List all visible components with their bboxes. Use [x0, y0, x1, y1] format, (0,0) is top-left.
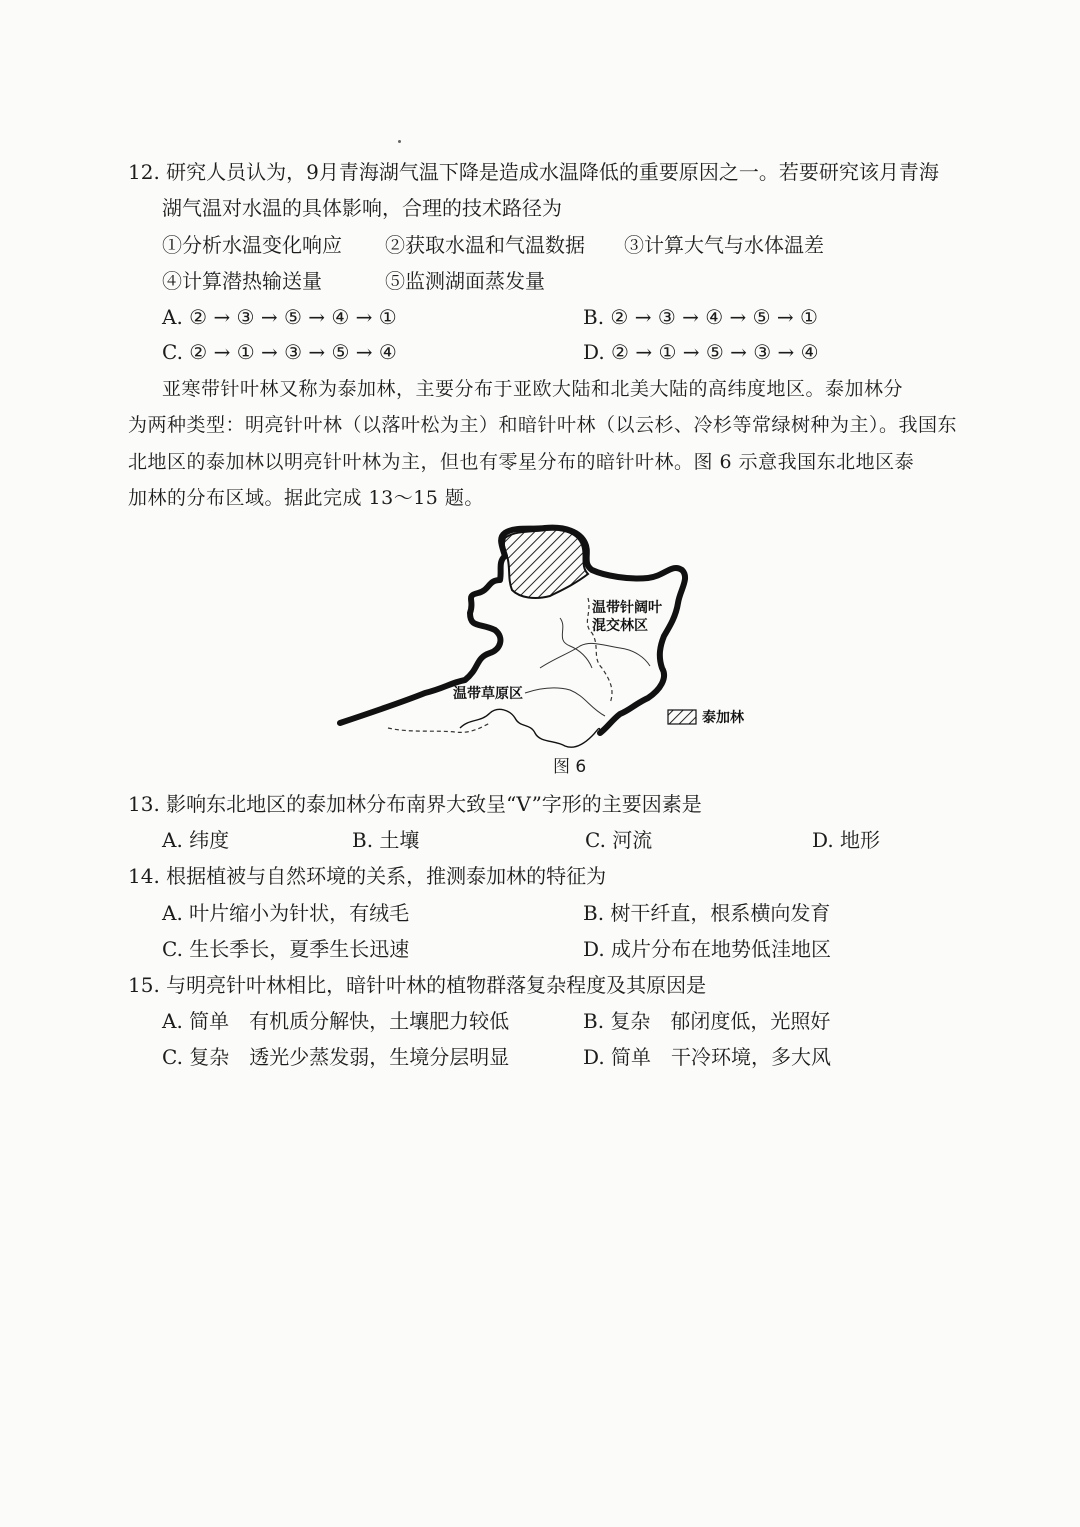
q15-option-d: D. 简单 干冷环境，多大风	[583, 1045, 832, 1069]
passage-line1: 亚寒带针叶林又称为泰加林，主要分布于亚欧大陆和北美大陆的高纬度地区。泰加林分	[162, 378, 904, 400]
coastline	[460, 709, 600, 747]
q14-option-a: A. 叶片缩小为针状，有绒毛	[162, 901, 410, 925]
q12-option-a: A. ② → ③ → ⑤ → ④ → ①	[162, 305, 397, 329]
q15-option-b: B. 复杂 郁闭度低，光照好	[583, 1009, 831, 1033]
q14-stem: 14. 根据植被与自然环境的关系，推测泰加林的特征为	[128, 864, 607, 888]
legend-swatch	[668, 710, 696, 724]
figure-caption: 图 6	[553, 757, 587, 777]
q14-option-d: D. 成片分布在地势低洼地区	[583, 937, 832, 961]
q15-option-a: A. 简单 有机质分解快，土壤肥力较低	[162, 1009, 510, 1033]
q12-step-3: ③计算大气与水体温差	[624, 233, 824, 257]
q15-option-c: C. 复杂 透光少蒸发弱，生境分层明显	[162, 1045, 510, 1069]
q13-option-c: C. 河流	[585, 828, 653, 852]
passage-line4: 加林的分布区域。据此完成 13～15 题。	[128, 487, 484, 509]
q12-option-d: D. ② → ① → ⑤ → ③ → ④	[583, 340, 819, 364]
scan-speck	[398, 140, 401, 143]
label-grassland: 温带草原区	[453, 686, 523, 702]
province-boundary-south	[388, 723, 490, 732]
passage-line3: 北地区的泰加林以明亮针叶林为主，但也有零星分布的暗针叶林。图 6 示意我国东北地区泰	[128, 451, 915, 473]
map-svg	[330, 518, 780, 754]
q12-step-4: ④计算潜热输送量	[162, 269, 322, 293]
q15-stem: 15. 与明亮针叶林相比，暗针叶林的植物群落复杂程度及其原因是	[128, 973, 707, 997]
taiga-region	[504, 530, 588, 598]
river-tributary	[560, 618, 592, 668]
river	[540, 643, 650, 668]
q12-option-b: B. ② → ③ → ④ → ⑤ → ①	[583, 305, 818, 329]
q12-stem-line2: 湖气温对水温的具体影响，合理的技术路径为	[162, 196, 562, 220]
q12-option-c: C. ② → ① → ③ → ⑤ → ④	[162, 340, 397, 364]
label-mixed-forest-line1: 温带针阔叶	[592, 600, 662, 616]
q12-step-5: ⑤监测湖面蒸发量	[385, 269, 545, 293]
q13-option-a: A. 纬度	[162, 828, 230, 852]
q13-option-d: D. 地形	[812, 828, 881, 852]
q14-option-b: B. 树干纤直，根系横向发育	[583, 901, 831, 925]
river-west	[525, 688, 605, 716]
q13-option-b: B. 土壤	[352, 828, 420, 852]
label-mixed-forest-line2: 混交林区	[592, 618, 648, 634]
passage-line2: 为两种类型：明亮针叶林（以落叶松为主）和暗针叶林（以云杉、冷杉等常绿树种为主）。我国东	[128, 414, 958, 436]
legend-label: 泰加林	[702, 710, 744, 726]
q12-stem-line1: 12. 研究人员认为，9月青海湖气温下降是造成水温降低的重要原因之一。若要研究该月青海	[128, 160, 939, 184]
q12-step-2: ②获取水温和气温数据	[385, 233, 585, 257]
q14-option-c: C. 生长季长，夏季生长迅速	[162, 937, 410, 961]
q13-stem: 13. 影响东北地区的泰加林分布南界大致呈“V”字形的主要因素是	[128, 792, 702, 816]
northeast-china-map	[330, 518, 780, 754]
q12-step-1: ①分析水温变化响应	[162, 233, 342, 257]
